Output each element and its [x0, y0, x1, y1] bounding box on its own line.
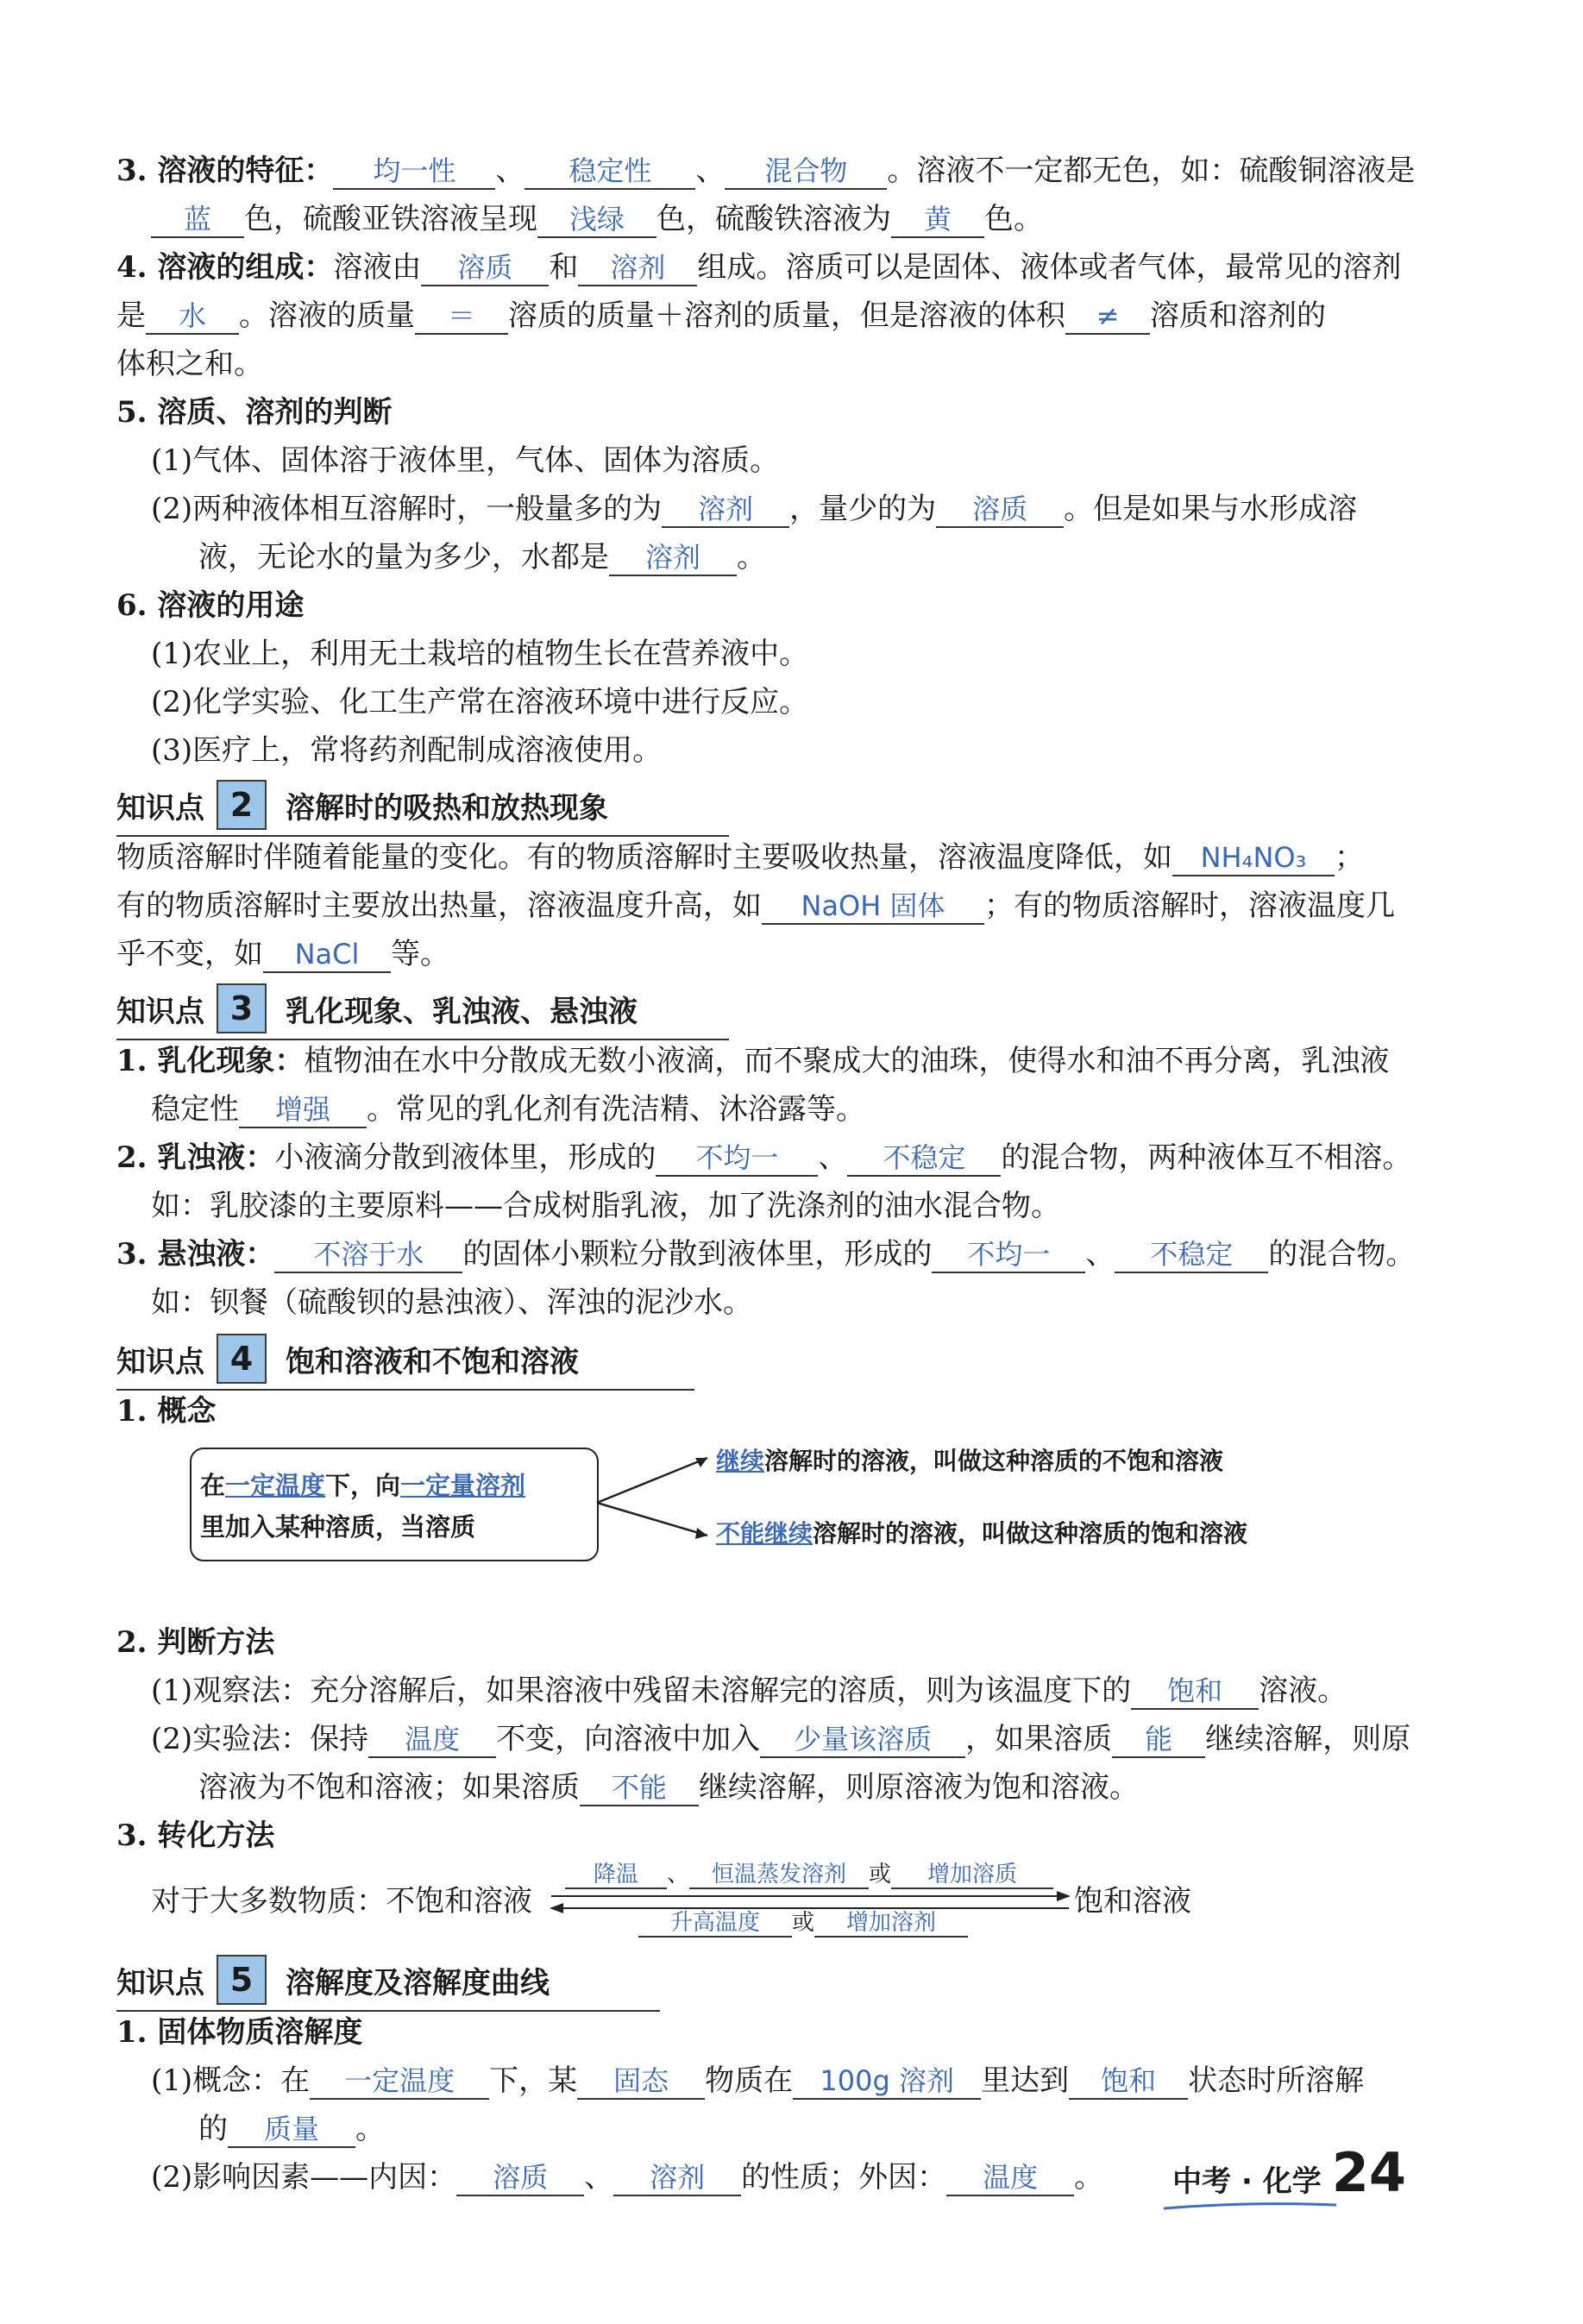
- unsaturated-definition: [716, 1442, 1223, 1477]
- item-label: 3. 转化方法: [116, 1818, 275, 1853]
- text: 或: [792, 1910, 815, 1936]
- text: 如：乳胶漆的主要原料——合成树脂乳液，加了洗涤剂的油水混合物。: [151, 1189, 1060, 1223]
- answer-blank: 溶质: [421, 250, 549, 286]
- conversion-bottom-conditions: [638, 1910, 968, 1938]
- answer-blank: 质量: [228, 2112, 355, 2148]
- feature-line-1: [116, 147, 1415, 195]
- item-label: 1. 乳化现象：: [116, 1044, 305, 1078]
- section-label: 知识点: [116, 790, 204, 826]
- answer-blank: 不稳定: [1115, 1237, 1268, 1273]
- answer-blank: NaCl: [263, 937, 391, 973]
- text: 里达到: [981, 2063, 1070, 2098]
- answer-blank: 饱和: [1069, 2063, 1188, 2100]
- section-title: 溶解度及溶解度曲线: [286, 1965, 550, 2001]
- answer-blank: 水: [146, 298, 239, 335]
- uses-heading: [116, 581, 304, 630]
- answer-blank: NH₄NO₃: [1172, 840, 1335, 876]
- answer-blank: 温度: [368, 1722, 496, 1758]
- text: 色，硫酸铁溶液为: [656, 202, 891, 236]
- text: (1)气体、固体溶于液体里，气体、固体为溶质。: [151, 443, 780, 478]
- solute-rule-2-cont: [198, 533, 766, 581]
- judge-method-2: [151, 1715, 1410, 1763]
- text: 的混合物。: [1268, 1237, 1416, 1272]
- text: 下，向: [325, 1471, 401, 1500]
- conversion-heading: [116, 1812, 274, 1860]
- page-number: 24: [1331, 2141, 1406, 2204]
- composition-line-3: [116, 340, 263, 388]
- text: 组成。溶质可以是固体、液体或者气体，最常见的溶剂: [697, 250, 1402, 285]
- section-number: 5: [217, 1955, 267, 2005]
- section-label: 知识点: [116, 994, 204, 1029]
- text: 和: [549, 250, 579, 285]
- knowledge-point-3-header: [116, 980, 638, 1037]
- text: 。: [1074, 2160, 1104, 2195]
- text: 里加入某种溶质，当溶质: [200, 1512, 476, 1542]
- knowledge-point-2-header: [116, 776, 608, 833]
- text: ；: [1335, 840, 1364, 875]
- solubility-heading: [116, 2008, 362, 2057]
- text: (2)化学实验、化工生产常在溶液环境中进行反应。: [151, 685, 809, 719]
- text: 或: [869, 1862, 892, 1887]
- text: 溶液由: [333, 250, 422, 285]
- text: (1)观察法：充分溶解后，如果溶液中残留未溶解完的溶质，则为该温度下的: [151, 1674, 1132, 1708]
- item-label: 1. 固体物质溶解度: [116, 2015, 363, 2050]
- conversion-top-conditions: [565, 1862, 1053, 1889]
- knowledge-point-5-header: [116, 1951, 550, 2008]
- text: (1)概念：在: [151, 2063, 311, 2098]
- concept-box-line-1: [200, 1467, 525, 1502]
- text: 稳定性: [151, 1092, 239, 1127]
- answer-blank: ＝: [415, 298, 508, 335]
- separator: 、: [667, 1862, 690, 1887]
- text: (2)两种液体相互溶解时，一般量多的为: [151, 492, 663, 526]
- concept-box-line-2: [200, 1508, 475, 1543]
- text: 有的物质溶解时主要放出热量，溶液温度升高，如: [116, 889, 762, 923]
- answer-blank: 溶剂: [578, 250, 697, 286]
- text: 色，硫酸亚铁溶液呈现: [244, 202, 537, 236]
- answer-blank: 增加溶剂: [814, 1910, 968, 1938]
- text: 色。: [984, 202, 1043, 236]
- concept-arrows: [595, 1441, 716, 1544]
- answer-blank: 均一性: [333, 154, 495, 190]
- text: 溶解时的溶液，叫做这种溶质的不饱和溶液: [764, 1447, 1224, 1475]
- k3-emulsion-2: [151, 1182, 1060, 1230]
- text: (2)实验法：保持: [151, 1722, 369, 1756]
- concept-heading: [116, 1387, 216, 1435]
- text: 。溶液的质量: [239, 298, 415, 333]
- judge-heading: [116, 1618, 274, 1667]
- k3-suspension-2: [151, 1278, 752, 1327]
- text: 下，某: [489, 2063, 578, 2098]
- text: (2)影响因素——内因：: [151, 2160, 457, 2195]
- conversion-row: [151, 1877, 532, 1925]
- item-label: 2. 乳浊液：: [116, 1140, 275, 1175]
- separator: 、: [695, 154, 726, 188]
- text: ，量少的为: [789, 492, 937, 526]
- solubility-factors: [151, 2153, 1103, 2202]
- answer-blank: 浅绿: [537, 202, 656, 238]
- text: 。: [737, 540, 766, 575]
- answer-blank: 恒温蒸发溶剂: [689, 1862, 869, 1889]
- answer-blank: 不溶于水: [274, 1237, 462, 1273]
- conversion-right: 饱和溶液: [1074, 1884, 1191, 1919]
- separator: 、: [818, 1140, 848, 1175]
- text: 溶解时的溶液，叫做这种溶质的饱和溶液: [813, 1519, 1248, 1548]
- text: 植物油在水中分散成无数小液滴，而不聚成大的油珠，使得水和油不再分离，乳浊液: [304, 1044, 1390, 1078]
- k2-line-2: [116, 882, 1395, 930]
- knowledge-point-4-header: [116, 1330, 579, 1387]
- text: 继续溶解，则原: [1205, 1722, 1411, 1756]
- answer-blank: 溶剂: [609, 540, 737, 576]
- item-label: 5. 溶质、溶剂的判断: [116, 395, 393, 430]
- answer-handwritten: 一定温度: [225, 1471, 326, 1500]
- answer-blank: 温度: [946, 2160, 1074, 2196]
- answer-blank: 不均一: [932, 1237, 1085, 1273]
- answer-blank: 升高温度: [638, 1910, 792, 1938]
- text: (1)农业上，利用无土栽培的植物生长在营养液中。: [151, 637, 809, 671]
- answer-blank: 饱和: [1131, 1674, 1259, 1710]
- composition-line-2: [116, 292, 1326, 340]
- solute-rule-2: [151, 485, 1357, 533]
- judge-method-2-cont: [198, 1763, 1139, 1812]
- answer-blank: 蓝: [151, 202, 244, 238]
- text: 。但是如果与水形成溶: [1064, 492, 1358, 526]
- section-title: 乳化现象、乳浊液、悬浊液: [286, 994, 638, 1029]
- answer-blank: 溶质: [936, 492, 1064, 528]
- text: 。: [355, 2112, 385, 2146]
- solute-solvent-heading: [116, 388, 392, 437]
- answer-blank: 不稳定: [847, 1140, 1001, 1177]
- text: 体积之和。: [116, 347, 263, 381]
- k3-emulsify-2: [151, 1085, 865, 1134]
- section-title: 溶解时的吸热和放热现象: [286, 790, 608, 826]
- answer-handwritten: 不能继续: [716, 1519, 813, 1548]
- text: 继续溶解，则原溶液为饱和溶液。: [699, 1770, 1139, 1805]
- composition-line-1: [116, 243, 1401, 292]
- k3-suspension-1: [116, 1230, 1415, 1278]
- use-3: [151, 726, 662, 775]
- answer-blank: 溶剂: [613, 2160, 741, 2196]
- answer-blank: ≠: [1065, 298, 1150, 335]
- text: (3)医疗上，常将药剂配制成溶液使用。: [151, 733, 663, 768]
- text: 是: [116, 298, 146, 333]
- answer-blank: 黄: [891, 202, 984, 238]
- text: 在: [200, 1471, 226, 1500]
- text: ；有的物质溶解时，溶液温度几: [984, 889, 1395, 923]
- answer-blank: 100g 溶剂: [793, 2063, 981, 2100]
- footer-swoosh: [1164, 2202, 1336, 2210]
- text: 物质溶解时伴随着能量的变化。有的物质溶解时主要吸收热量，溶液温度降低，如: [116, 840, 1172, 875]
- text: 的性质；外因：: [741, 2160, 947, 2195]
- text: 不变，向溶液中加入: [496, 1722, 761, 1756]
- use-1: [151, 630, 808, 678]
- text: 溶质的质量＋溶剂的质量，但是溶液的体积: [508, 298, 1065, 333]
- answer-handwritten: 一定量溶剂: [400, 1471, 526, 1500]
- text: 状态时所溶解: [1188, 2063, 1365, 2098]
- item-label: 6. 溶液的用途: [116, 588, 305, 623]
- solute-rule-1: [151, 437, 779, 485]
- separator: 、: [1085, 1237, 1115, 1272]
- answer-blank: 降温: [565, 1862, 667, 1889]
- text: 小液滴分散到液体里，形成的: [274, 1140, 656, 1175]
- answer-blank: 能: [1112, 1722, 1205, 1758]
- section-title: 饱和溶液和不饱和溶液: [286, 1344, 579, 1379]
- item-label: 2. 判断方法: [116, 1625, 275, 1660]
- item-label: 3. 溶液的特征：: [116, 154, 334, 188]
- answer-blank: 不均一: [656, 1140, 818, 1177]
- footer-subject: 中考 · 化学: [1172, 2164, 1322, 2199]
- text: 的混合物，两种液体互不相溶。: [1001, 1140, 1412, 1175]
- text: 。溶液不一定都无色，如：硫酸铜溶液是: [887, 154, 1416, 188]
- answer-blank: 固态: [577, 2063, 705, 2100]
- item-label: 3. 悬浊液：: [116, 1237, 275, 1272]
- section-label: 知识点: [116, 1344, 204, 1379]
- text: 等。: [391, 937, 449, 971]
- item-label: 4. 溶液的组成：: [116, 250, 334, 285]
- feature-line-2: [151, 195, 1043, 243]
- answer-blank: 一定温度: [310, 2063, 489, 2100]
- separator: 、: [584, 2160, 614, 2195]
- answer-blank: 增强: [239, 1092, 367, 1128]
- concept-box: [190, 1448, 599, 1561]
- use-2: [151, 678, 808, 726]
- section-number: 3: [217, 983, 267, 1033]
- k3-emulsion-1: [116, 1134, 1411, 1182]
- text: 的固体小颗粒分散到液体里，形成的: [462, 1237, 933, 1272]
- text: 溶液。: [1259, 1674, 1347, 1708]
- text: 溶质和溶剂的: [1150, 298, 1326, 333]
- text: 乎不变，如: [116, 937, 263, 971]
- solubility-concept-1: [151, 2057, 1364, 2105]
- section-number: 4: [217, 1334, 267, 1384]
- saturated-definition: [716, 1515, 1247, 1549]
- conversion-left: 对于大多数物质：不饱和溶液: [151, 1884, 532, 1919]
- conversion-right-wrap: [1074, 1877, 1191, 1925]
- answer-blank: 增加溶质: [891, 1862, 1053, 1889]
- text: 溶液为不饱和溶液；如果溶质: [198, 1770, 580, 1805]
- answer-blank: NaOH 固体: [762, 889, 984, 925]
- k2-line-1: [116, 833, 1364, 882]
- answer-handwritten: 继续: [716, 1447, 765, 1475]
- text: 的: [198, 2112, 228, 2146]
- text: 。常见的乳化剂有洗洁精、沐浴露等。: [367, 1092, 865, 1127]
- answer-blank: 溶剂: [662, 492, 789, 528]
- section-label: 知识点: [116, 1965, 204, 2001]
- k3-emulsify-1: [116, 1037, 1389, 1085]
- answer-blank: 稳定性: [525, 154, 695, 190]
- answer-blank: 少量该溶质: [760, 1722, 965, 1758]
- text: 液，无论水的量为多少，水都是: [198, 540, 609, 575]
- text: 如：钡餐（硫酸钡的悬浊液）、浑浊的泥沙水。: [151, 1285, 752, 1320]
- section-number: 2: [217, 780, 267, 830]
- answer-blank: 溶质: [456, 2160, 584, 2196]
- separator: 、: [495, 154, 525, 188]
- item-label: 1. 概念: [116, 1394, 217, 1429]
- judge-method-1: [151, 1667, 1347, 1715]
- answer-blank: 混合物: [725, 154, 887, 190]
- text: ，如果溶质: [965, 1722, 1113, 1756]
- text: 物质在: [705, 2063, 794, 2098]
- k2-line-3: [116, 930, 449, 978]
- answer-blank: 不能: [580, 1770, 699, 1806]
- solubility-concept-2: [198, 2105, 385, 2153]
- page-footer: [1172, 2141, 1406, 2204]
